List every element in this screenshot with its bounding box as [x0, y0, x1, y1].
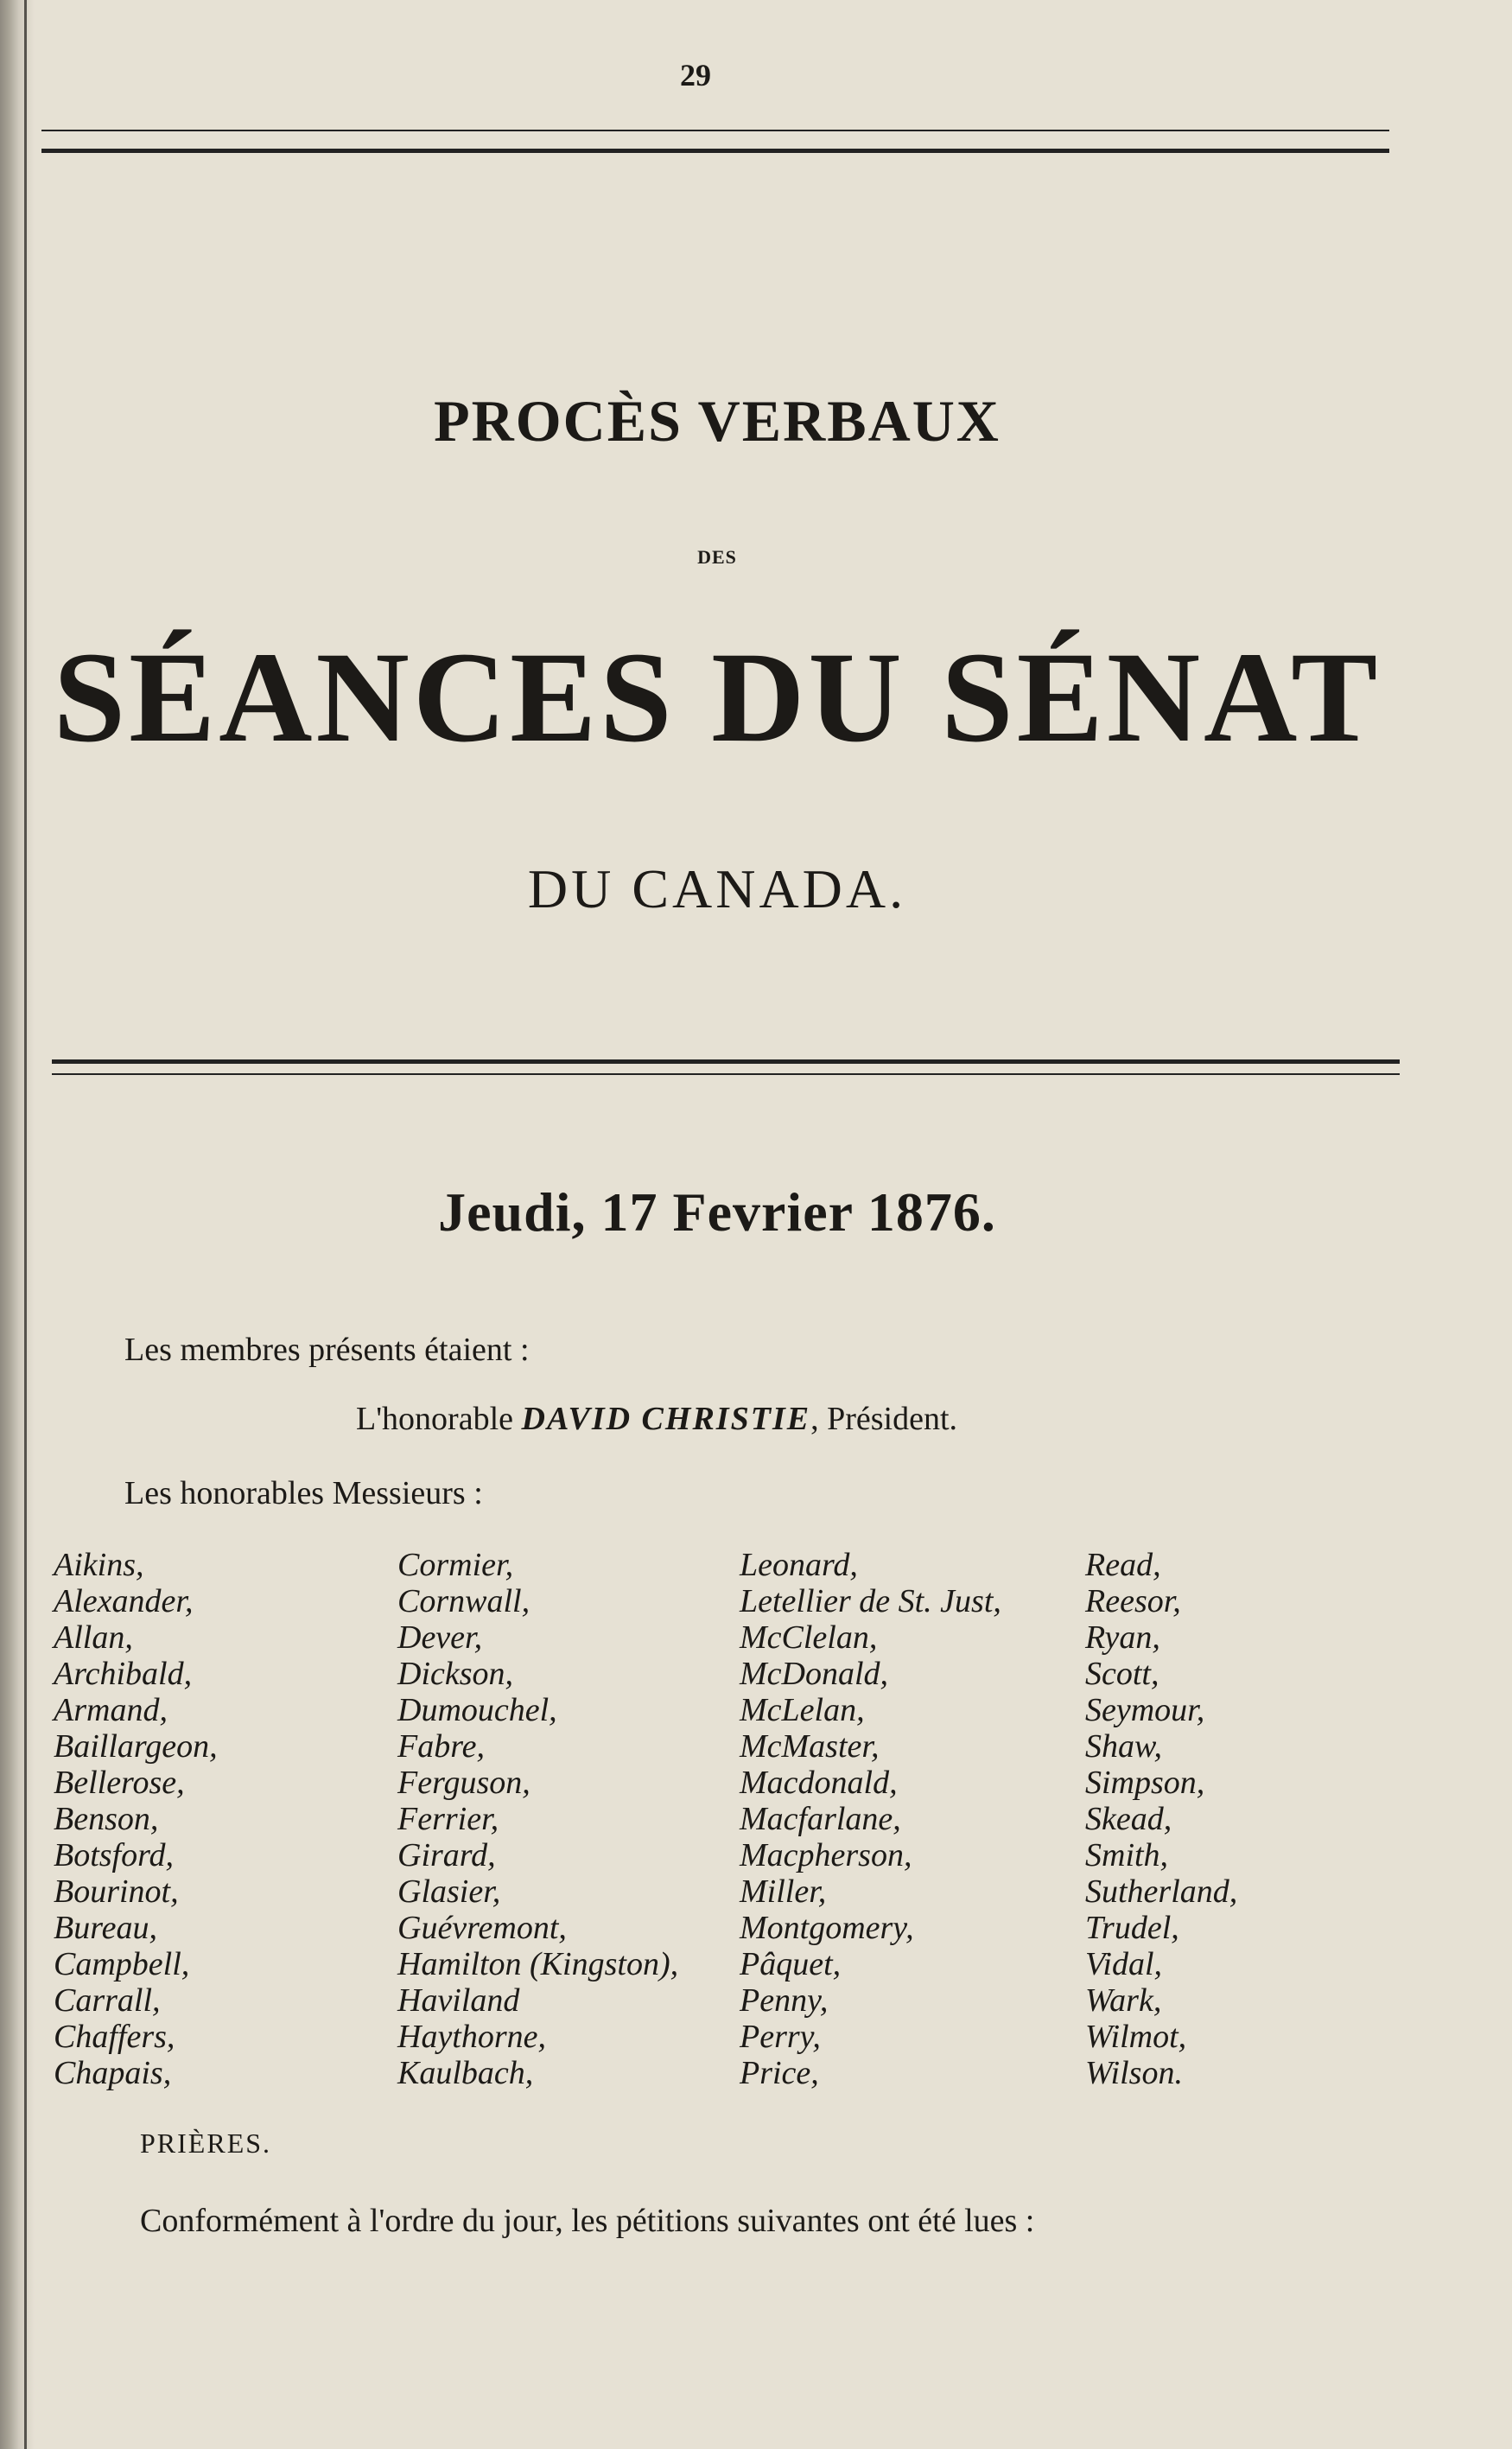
- senator-name: Wark,: [1085, 1982, 1162, 2019]
- senator-name: Chaffers,: [54, 2019, 175, 2055]
- present-intro: Les membres présents étaient :: [124, 1332, 530, 1368]
- president-name: DAVID CHRISTIE: [521, 1401, 811, 1437]
- senator-name: Miller,: [740, 1873, 827, 1910]
- senator-column-1: [54, 1547, 218, 2091]
- senator-name: Perry,: [740, 2019, 821, 2055]
- senator-name: Scott,: [1085, 1656, 1159, 1692]
- title-des: DES: [697, 546, 737, 568]
- prayers-heading: PRIÈRES.: [140, 2128, 272, 2159]
- senator-column-2: [397, 1547, 678, 2091]
- senator-column-3: [740, 1547, 1001, 2091]
- senator-name: Ferrier,: [397, 1801, 499, 1837]
- senator-name: Haythorne,: [397, 2019, 547, 2055]
- senator-name: Aikins,: [54, 1547, 144, 1583]
- senator-name: Read,: [1085, 1547, 1161, 1583]
- senator-name: Benson,: [54, 1801, 159, 1837]
- senator-name: Archibald,: [54, 1656, 193, 1692]
- senator-name: Girard,: [397, 1837, 496, 1873]
- senator-name: Kaulbach,: [397, 2055, 534, 2091]
- senator-name: Bureau,: [54, 1910, 157, 1946]
- senator-name: Vidal,: [1085, 1946, 1163, 1982]
- senator-name: Ryan,: [1085, 1619, 1160, 1656]
- senator-name: Ferguson,: [397, 1765, 530, 1801]
- order-of-day-text: Conformément à l'ordre du jour, les pétitions suivantes ont été lues :: [140, 2203, 1035, 2239]
- senator-name: Baillargeon,: [54, 1728, 218, 1765]
- senator-name: Pâquet,: [740, 1946, 842, 1982]
- senator-name: Allan,: [54, 1619, 133, 1656]
- president-line: [356, 1400, 957, 1438]
- senator-name: Reesor,: [1085, 1583, 1181, 1619]
- senator-column-4: [1085, 1547, 1237, 2091]
- title-seances-du-senat: SÉANCES DU SÉNAT: [53, 626, 1382, 769]
- senator-name: Cornwall,: [397, 1583, 530, 1619]
- senator-name: Seymour,: [1085, 1692, 1205, 1728]
- senator-name: Alexander,: [54, 1583, 194, 1619]
- senator-name: Hamilton (Kingston),: [397, 1946, 679, 1982]
- middle-rule-thick: [52, 1059, 1400, 1064]
- senator-name: Simpson,: [1085, 1765, 1205, 1801]
- senator-name: Carrall,: [54, 1982, 161, 2019]
- senator-name: McLelan,: [740, 1692, 865, 1728]
- senator-name: Fabre,: [397, 1728, 485, 1765]
- middle-rule: [52, 1073, 1400, 1075]
- list-intro: Les honorables Messieurs :: [124, 1475, 483, 1511]
- senator-name: Macdonald,: [740, 1765, 898, 1801]
- senator-name: Botsford,: [54, 1837, 174, 1873]
- senator-name: Dever,: [397, 1619, 483, 1656]
- title-du-canada: DU CANADA.: [527, 858, 907, 919]
- senator-name: Macpherson,: [740, 1837, 912, 1873]
- president-prefix: L'honorable: [356, 1401, 514, 1437]
- senator-name: Penny,: [740, 1982, 829, 2019]
- senator-name: Haviland: [397, 1982, 520, 2019]
- senator-name: Dickson,: [397, 1656, 514, 1692]
- senator-name: Bellerose,: [54, 1765, 185, 1801]
- senator-name: Trudel,: [1085, 1910, 1179, 1946]
- senator-name: McClelan,: [740, 1619, 878, 1656]
- title-proces-verbaux: PROCÈS VERBAUX: [434, 388, 1001, 454]
- senator-name: Cormier,: [397, 1547, 514, 1583]
- senator-name: Guévremont,: [397, 1910, 567, 1946]
- top-rule: [41, 130, 1389, 131]
- senator-name: Montgomery,: [740, 1910, 914, 1946]
- president-suffix: , Président.: [810, 1401, 958, 1437]
- senator-name: Smith,: [1085, 1837, 1169, 1873]
- senator-name: McDonald,: [740, 1656, 889, 1692]
- senator-name: Letellier de St. Just,: [740, 1583, 1001, 1619]
- senator-name: Wilmot,: [1085, 2019, 1187, 2055]
- senator-name: Leonard,: [740, 1547, 858, 1583]
- senator-name: Macfarlane,: [740, 1801, 901, 1837]
- senator-name: Bourinot,: [54, 1873, 179, 1910]
- session-date: Jeudi, 17 Fevrier 1876.: [438, 1181, 996, 1243]
- senator-name: Wilson.: [1085, 2055, 1183, 2091]
- senator-name: Shaw,: [1085, 1728, 1163, 1765]
- senator-name: Glasier,: [397, 1873, 501, 1910]
- top-rule-thick: [41, 149, 1389, 153]
- senator-name: Skead,: [1085, 1801, 1172, 1837]
- senator-name: Dumouchel,: [397, 1692, 557, 1728]
- senator-name: Armand,: [54, 1692, 168, 1728]
- senator-name: McMaster,: [740, 1728, 880, 1765]
- senator-name: Chapais,: [54, 2055, 172, 2091]
- senator-name: Sutherland,: [1085, 1873, 1238, 1910]
- page-number: 29: [680, 58, 711, 92]
- senator-name: Campbell,: [54, 1946, 190, 1982]
- senator-name: Price,: [740, 2055, 819, 2091]
